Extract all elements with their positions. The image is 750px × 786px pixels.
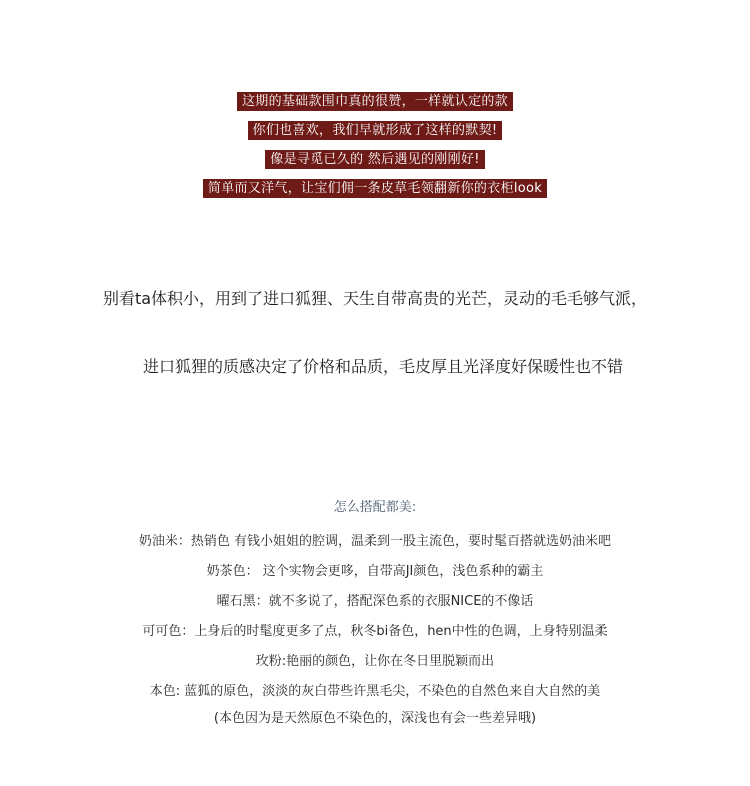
- banner-block: [0, 92, 750, 208]
- color-option-cream: 奶油米：热销色 有钱小姐姐的腔调，温柔到一股主流色，要时髦百搭就选奶油米吧: [138, 534, 612, 549]
- banner-line: 像是寻觅已久的 然后遇见的刚刚好!: [265, 150, 484, 169]
- matching-heading: 怎么搭配都美:: [333, 500, 417, 515]
- color-option-cocoa: 可可色：上身后的时髦度更多了点，秋冬bi备色，hen中性的色调，上身特别温柔: [142, 624, 608, 639]
- color-option-natural: 本色: 蓝狐的原色，淡淡的灰白带些许黑毛尖，不染色的自然色来自大自然的美: [149, 684, 601, 699]
- color-option-obsidian-black: 曜石黑：就不多说了，搭配深色系的衣服NICE的不像话: [216, 594, 534, 609]
- color-option-milk-tea: 奶茶色： 这个实物会更哆，自带高JI颜色，浅色系种的霸主: [206, 564, 544, 579]
- banner-line: 这期的基础款围巾真的很赞，一样就认定的款: [237, 92, 513, 111]
- banner-line: 简单而又洋气，让宝们佣一条皮草毛领翻新你的衣柜look: [203, 179, 547, 198]
- color-options-list: [0, 527, 750, 707]
- intro-text-line-1: 别看ta体积小，用到了进口狐狸、天生自带高贵的光芒，灵动的毛毛够气派，: [102, 289, 648, 308]
- color-option-rose-pink: 玫粉:艳丽的颜色，让你在冬日里脱颖而出: [255, 654, 495, 669]
- color-variance-note: (本色因为是天然原色不染色的，深浅也有会一些差异哦): [213, 711, 537, 726]
- intro-text-line-2: 进口狐狸的质感决定了价格和品质，毛皮厚且光泽度好保暖性也不错: [142, 357, 623, 376]
- banner-line: 你们也喜欢，我们早就形成了这样的默契!: [248, 121, 503, 140]
